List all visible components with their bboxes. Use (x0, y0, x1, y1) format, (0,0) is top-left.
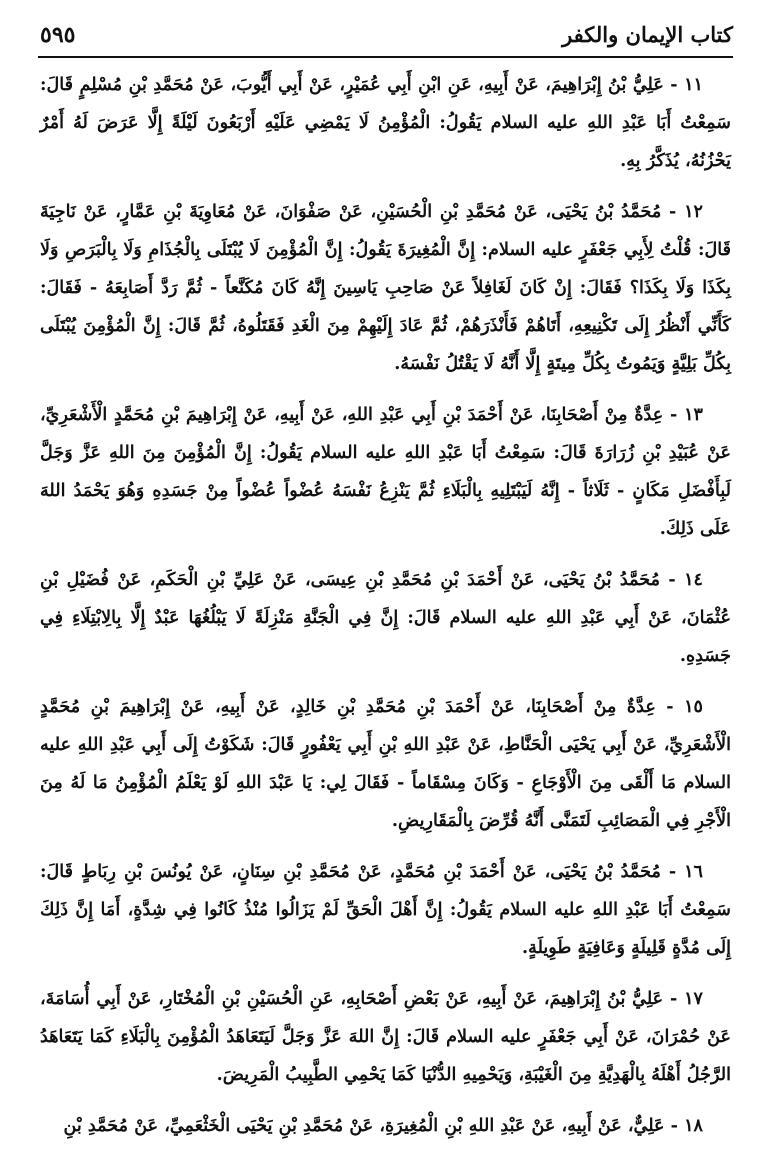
hadith-11: ١١ - عَلِيُّ بْنُ إِبْرَاهِيمَ، عَنْ أَبِيهِ، عَنِ ابْنِ أَبِي عُمَيْرٍ، عَنْ أَبِي أَيُّوبَ، عَنْ مُحَمَّدِ بْنِ مُسْلِمٍ قَالَ: سَمِعْتُ أَبَا عَبْدِ اللهِ عليه السلام يَقُولُ: الْمُؤْمِنُ لَا يَمْضِي عَلَيْهِ أَرْبَعُونَ لَيْلَةً إِلَّا عَرَضَ لَهُ أَمْرٌ يَحْزُنُهُ، يُذَكَّرُ بِهِ. (40, 74, 731, 171)
hadith-15: ١٥ - عِدَّةٌ مِنْ أَصْحَابِنَا، عَنْ أَحْمَدَ بْنِ مُحَمَّدِ بْنِ خَالِدٍ، عَنْ أَبِيهِ، عَنْ إِبْرَاهِيمَ بْنِ مُحَمَّدٍ الْأَشْعَرِيِّ، عَنْ أَبِي يَحْيَى الْحَنَّاطِ، عَنْ عَبْدِ اللهِ بْنِ أَبِي يَعْفُورٍ قَالَ: شَكَوْتُ إِلَى أَبِي عَبْدِ اللهِ عليه السلام مَا أَلْقَى مِنَ الْأَوْجَاعِ - وَكَانَ مِسْقَاماً - فَقَالَ لِي: يَا عَبْدَ اللهِ لَوْ يَعْلَمُ الْمُؤْمِنُ مَا لَهُ مِنَ الْأَجْرِ فِي الْمَصَائِبِ لَتَمَنَّى أَنَّهُ قُرِّضَ بِالْمَقَارِيضِ. (40, 696, 731, 831)
hadith-17: ١٧ - عَلِيُّ بْنُ إِبْرَاهِيمَ، عَنْ أَبِيهِ، عَنْ بَعْضِ أَصْحَابِهِ، عَنِ الْحُسَيْنِ بْنِ الْمُخْتَارِ، عَنْ أَبِي أُسَامَةَ، عَنْ حُمْرَانَ، عَنْ أَبِي جَعْفَرٍ عليه السلام قَالَ: إِنَّ اللهَ عَزَّ وَجَلَّ لَيَتَعَاهَدُ الْمُؤْمِنَ بِالْبَلَاءِ كَمَا يَتَعَاهَدُ الرَّجُلُ أَهْلَهُ بِالْهَدِيَّةِ مِنَ الْغَيْبَةِ، وَيَحْمِيهِ الدُّنْيَا كَمَا يَحْمِي الطَّبِيبُ الْمَرِيضَ. (40, 988, 731, 1085)
text-body (40, 66, 731, 1158)
page-number: ٥٩٥ (40, 22, 76, 48)
page-header (0, 0, 771, 62)
hadith-13: ١٣ - عِدَّةٌ مِنْ أَصْحَابِنَا، عَنْ أَحْمَدَ بْنِ أَبِي عَبْدِ اللهِ، عَنْ أَبِيهِ، عَنْ إِبْرَاهِيمَ بْنِ مُحَمَّدٍ الْأَشْعَرِيِّ، عَنْ عُبَيْدِ بْنِ زُرَارَةَ قَالَ: سَمِعْتُ أَبَا عَبْدِ اللهِ عليه السلام يَقُولُ: إِنَّ الْمُؤْمِنَ مِنَ اللهِ عَزَّ وَجَلَّ لَبِأَفْضَلِ مَكَانٍ - ثَلَاثاً - إِنَّهُ لَيَبْتَلِيهِ بِالْبَلَاءِ ثُمَّ يَنْزِعُ نَفْسَهُ عُضْواً عُضْواً مِنْ جَسَدِهِ وَهُوَ يَحْمَدُ اللهَ عَلَى ذَلِكَ. (40, 404, 731, 539)
hadith-16: ١٦ - مُحَمَّدُ بْنُ يَحْيَى، عَنْ أَحْمَدَ بْنِ مُحَمَّدٍ، عَنْ مُحَمَّدِ بْنِ سِنَانٍ، عَنْ يُونُسَ بْنِ رِبَاطٍ قَالَ: سَمِعْتُ أَبَا عَبْدِ اللهِ عليه السلام يَقُولُ: إِنَّ أَهْلَ الْحَقِّ لَمْ يَزَالُوا مُنْذُ كَانُوا فِي شِدَّةٍ، أَمَا إِنَّ ذَلِكَ إِلَى مُدَّةٍ قَلِيلَةٍ وَعَافِيَةٍ طَوِيلَةٍ. (40, 861, 731, 958)
hadith-12: ١٢ - مُحَمَّدُ بْنُ يَحْيَى، عَنْ مُحَمَّدِ بْنِ الْحُسَيْنِ، عَنْ صَفْوَانَ، عَنْ مُعَاوِيَةَ بْنِ عَمَّارٍ، عَنْ نَاجِيَةَ قَالَ: قُلْتُ لِأَبِي جَعْفَرٍ عليه السلام: إِنَّ الْمُغِيرَةَ يَقُولُ: إِنَّ الْمُؤْمِنَ لَا يُبْتَلَى بِالْجُذَامِ وَلَا بِالْبَرَصِ وَلَا بِكَذَا وَلَا بِكَذَا؟ فَقَالَ: إِنْ كَانَ لَغَافِلاً عَنْ صَاحِبِ يَاسِينَ إِنَّهُ كَانَ مُكَنَّعاً - ثُمَّ رَدَّ أَصَابِعَهُ - فَقَالَ: كَأَنِّي أَنْظُرُ إِلَى تَكْنِيعِهِ، أَتَاهُمْ فَأَنْذَرَهُمْ، ثُمَّ عَادَ إِلَيْهِمْ مِنَ الْغَدِ فَقَتَلُوهُ، ثُمَّ قَالَ: إِنَّ الْمُؤْمِنَ يُبْتَلَى بِكُلِّ بَلِيَّةٍ وَيَمُوتُ بِكُلِّ مِيتَةٍ إِلَّا أَنَّهُ لَا يَقْتُلُ نَفْسَهُ. (40, 201, 731, 374)
header-rule (38, 56, 733, 58)
running-title: كتاب الإيمان والكفر (562, 22, 733, 47)
hadith-18: ١٨ - عَلِيٌّ، عَنْ أَبِيهِ، عَنْ عَبْدِ اللهِ بْنِ الْمُغِيرَةِ، عَنْ مُحَمَّدِ بْنِ يَحْيَى الْخَثْعَمِيِّ، عَنْ مُحَمَّدِ بْنِ (63, 1115, 703, 1136)
hadith-14: ١٤ - مُحَمَّدُ بْنُ يَحْيَى، عَنْ أَحْمَدَ بْنِ مُحَمَّدِ بْنِ عِيسَى، عَنْ عَلِيِّ بْنِ الْحَكَمِ، عَنْ فُضَيْلِ بْنِ عُثْمَانَ، عَنْ أَبِي عَبْدِ اللهِ عليه السلام قَالَ: إِنَّ فِي الْجَنَّةِ مَنْزِلَةً لَا يَبْلُغُهَا عَبْدٌ إِلَّا بِالِابْتِلَاءِ فِي جَسَدِهِ. (40, 569, 731, 666)
